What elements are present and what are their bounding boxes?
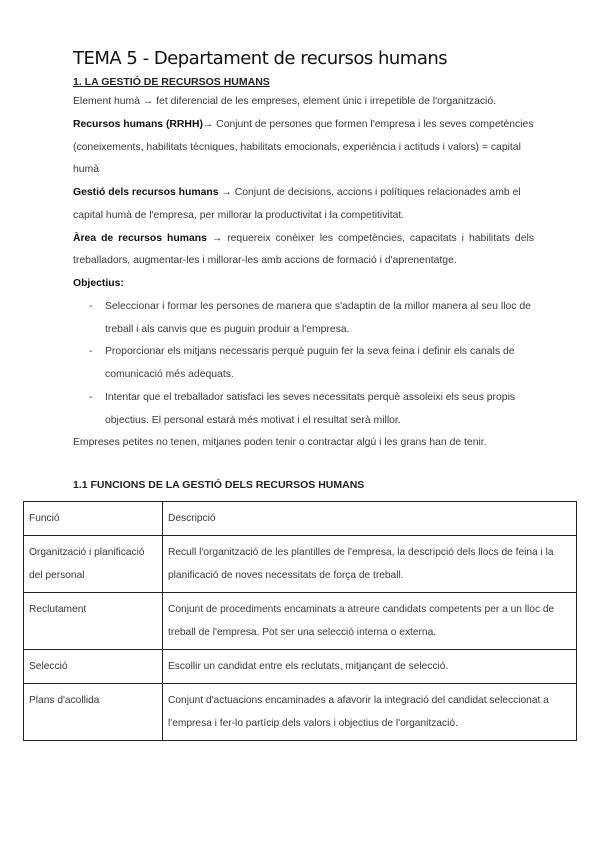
list-item-text: Proporcionar els mitjans necessaris perquè puguin fer la seva feina i definir els canals de comunicació més adequats. [105,346,515,380]
list-item-text: Seleccionar i formar les persones de manera que s'adaptin de la millor manera al seu lloc de treball i als canvis que es puguin produir a l'empresa. [105,300,531,335]
section-body [73,91,534,455]
term: Gestió dels recursos humans [73,187,219,198]
definition: → requereix conèixer les competències, capacitats i habilitats dels treballadors, augmentar-les i millorar-les amb accions de formació i d'aprenentatge. [73,232,534,267]
table-row [24,684,577,741]
description-cell: Escollir un candidat entre els reclutats, mitjançant de selecció. [163,650,577,684]
bullet-dash: - [89,300,93,312]
table-row [24,593,577,650]
term: Àrea de recursos humans [73,232,207,244]
function-cell: Selecció [24,650,163,684]
paragraph-gestio [73,182,534,228]
table-row [24,536,577,593]
objectives-list [73,296,534,433]
function-cell: Reclutament [24,593,163,650]
paragraph-recursos-humans [73,114,534,182]
definition: → Conjunt de persones que formen l'empresa i les seves competències (coneixements, habilitats tècniques, habilitats emocionals, experiència i actituds i valors) = capital humà [73,118,534,176]
list-item [73,296,534,342]
paragraph-element-huma: Element humà → fet diferencial de les empreses, element únic i irrepetible de l'organització. [73,96,497,107]
page-title: TEMA 5 - Departament de recursos humans [73,48,448,69]
table-row [24,650,577,684]
section-heading: 1. LA GESTIÓ DE RECURSOS HUMANS [73,76,270,88]
subsection-heading: 1.1 FUNCIONS DE LA GESTIÓ DELS RECURSOS HUMANS [73,479,365,491]
bullet-dash: - [89,346,93,358]
list-item [73,341,534,387]
function-cell: Organització i planificació del personal [24,536,163,593]
functions-table [23,501,577,741]
paragraph-closing: Empreses petites no tenen, mitjanes poden tenir o contractar algú i les grans han de tenir. [73,437,487,449]
objectives-label-text: Objectius: [73,278,124,289]
list-item-text: Intentar que el treballador satisfaci les seves necessitats perquè assoleixi els seus propis objectius. El personal estarà més motivat i el resultat serà millor. [105,391,516,426]
function-cell: Plans d'acollida [24,684,163,741]
objectives-label [73,273,534,296]
header-cell: Descripció [163,502,577,536]
table-header-row [24,502,577,536]
paragraph-area [73,228,534,274]
bullet-dash: - [89,391,93,403]
description-cell: Recull l'organització de les plantilles de l'empresa, la descripció dels llocs de feina i la planificació de noves necessitats de força de treball. [163,536,577,593]
list-item [73,387,534,433]
header-cell: Funció [24,502,163,536]
term: Recursos humans (RRHH) [73,118,203,130]
definition: → Conjunt de decisions, accions i polítiques relacionades amb el capital humà de l'empresa, per millorar la productivitat i la competitivitat. [73,187,521,221]
description-cell: Conjunt d'actuacions encaminades a afavorir la integració del candidat seleccionat a l'empresa i fer-lo partícip dels valors i objectius de l'organització. [163,684,577,741]
description-cell: Conjunt de procediments encaminats a atreure candidats competents per a un lloc de treball de l'empresa. Pot ser una selecció interna o externa. [163,593,577,650]
text-column [23,46,576,493]
